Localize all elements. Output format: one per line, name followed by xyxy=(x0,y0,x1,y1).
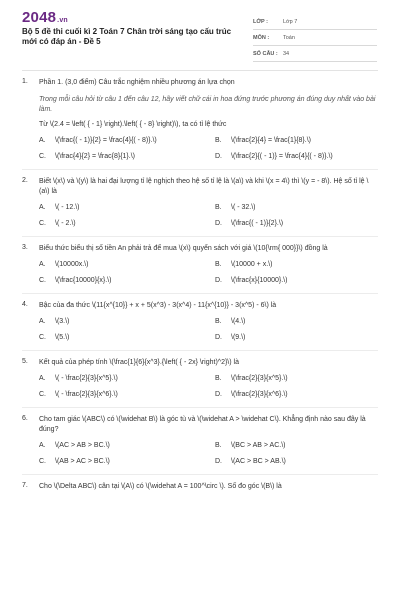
option-text: \( - \frac{2}{3}{x^6}.\) xyxy=(55,391,118,398)
meta-value: 34 xyxy=(283,50,290,57)
logo-tld: .vn xyxy=(57,17,68,24)
option-letter: A. xyxy=(39,318,46,325)
question-body xyxy=(39,301,377,342)
option-b[interactable] xyxy=(215,203,375,212)
option-letter: A. xyxy=(39,137,46,144)
option-b[interactable] xyxy=(215,136,375,145)
option-letter: C. xyxy=(39,153,46,160)
options-grid xyxy=(39,317,377,342)
option-text: \(\frac{10000}{x}.\) xyxy=(55,277,112,284)
question-list xyxy=(0,78,400,492)
option-b[interactable] xyxy=(215,260,375,269)
option-letter: A. xyxy=(39,375,46,382)
question-body xyxy=(39,415,377,466)
option-letter: C. xyxy=(39,334,46,341)
option-letter: A. xyxy=(39,442,46,449)
option-text: \(9.\) xyxy=(231,334,246,341)
option-text: \(\frac{4}{2} = \frac{8}{1}.\) xyxy=(55,153,135,160)
option-letter: D. xyxy=(215,334,222,341)
option-d[interactable] xyxy=(215,333,375,342)
option-c[interactable] xyxy=(39,219,215,228)
options-grid xyxy=(39,441,377,466)
question-body xyxy=(39,482,377,492)
question-4 xyxy=(22,301,378,342)
option-text: \(\frac{x}{10000}.\) xyxy=(231,277,288,284)
option-b[interactable] xyxy=(215,317,375,326)
meta-row-subject xyxy=(253,30,377,46)
meta-row-count xyxy=(253,46,377,62)
option-text: \(5.\) xyxy=(55,334,70,341)
option-letter: A. xyxy=(39,261,46,268)
meta-value: Lớp 7 xyxy=(283,18,298,25)
option-b[interactable] xyxy=(215,374,375,383)
options-grid xyxy=(39,203,377,228)
option-letter: B. xyxy=(215,261,222,268)
question-7 xyxy=(22,482,378,492)
meta-row-grade xyxy=(253,14,377,30)
option-text: \(\frac{2}{( - 1)} = \frac{4}{( - 8)}.\) xyxy=(231,153,333,160)
option-letter: D. xyxy=(215,277,222,284)
question-6 xyxy=(22,415,378,466)
option-a[interactable] xyxy=(39,260,215,269)
header xyxy=(0,0,400,64)
option-b[interactable] xyxy=(215,441,375,450)
question-stem: Biểu thức biểu thị số tiền An phải trả để mua \(x\) quyển sách với giá \(10{\rm{ 000}}\) đồng là xyxy=(39,245,328,252)
option-letter: B. xyxy=(215,442,222,449)
question-1 xyxy=(22,78,378,161)
question-2 xyxy=(22,177,378,228)
question-number: 6. xyxy=(22,415,28,422)
option-text: \(\frac{2}{3}{x^5}.\) xyxy=(231,375,288,382)
meta-label: MÔN : xyxy=(253,34,270,41)
question-stem: Biết \(x\) và \(y\) là hai đại lượng tỉ lệ nghịch theo hệ số tỉ lệ là \(a\) và khi \(x = 4\) thì \(y = - 8\). Hệ số tỉ lệ \(a\) là xyxy=(39,178,369,195)
question-stem: Bậc của đa thức \(11{x^{10}} + x + 5(x^3) - 3(x^4) - 11{x^{10}} - 3(x^5) - 6\) là xyxy=(39,302,277,309)
option-c[interactable] xyxy=(39,390,215,399)
option-text: \(\frac{2}{3}{x^6}.\) xyxy=(231,391,288,398)
section-heading: Phần 1. (3,0 điểm) Câu trắc nghiệm nhiều phương án lựa chọn xyxy=(39,79,235,86)
option-text: \(AB > AC > BC.\) xyxy=(55,458,110,465)
question-body xyxy=(39,244,377,285)
option-letter: D. xyxy=(215,391,222,398)
option-d[interactable] xyxy=(215,457,375,466)
option-letter: B. xyxy=(215,375,222,382)
option-text: \(10000 + x.\) xyxy=(231,261,273,268)
page-title: Bộ 5 đề thi cuối kì 2 Toán 7 Chân trời sáng tạo cấu trúc mới có đáp án - Đề 5 xyxy=(22,27,232,46)
question-number: 5. xyxy=(22,358,28,365)
option-letter: D. xyxy=(215,458,222,465)
option-text: \(\frac{( - 1)}{2} = \frac{4}{( - 8)}.\) xyxy=(55,137,157,144)
option-letter: C. xyxy=(39,391,46,398)
question-body xyxy=(39,177,377,228)
logo-main: 2048 xyxy=(22,9,57,26)
option-c[interactable] xyxy=(39,457,215,466)
option-letter: B. xyxy=(215,137,222,144)
option-text: \(BC > AB > AC.\) xyxy=(231,442,286,449)
question-number: 7. xyxy=(22,482,28,489)
question-stem: Cho \(\Delta ABC\) cân tại \(A\) có \(\widehat A = 100^\circ \). Số đo góc \(B\) là xyxy=(39,483,282,490)
option-text: \( - \frac{2}{3}{x^5}.\) xyxy=(55,375,118,382)
option-text: \(AC > AB > BC.\) xyxy=(55,442,110,449)
option-text: \(10000x.\) xyxy=(55,261,89,268)
question-number: 2. xyxy=(22,177,28,184)
options-grid xyxy=(39,374,377,399)
option-letter: C. xyxy=(39,220,46,227)
question-body xyxy=(39,358,377,399)
site-logo[interactable] xyxy=(22,9,68,26)
question-body xyxy=(39,78,377,161)
option-text: \( - 32.\) xyxy=(231,204,256,211)
option-letter: C. xyxy=(39,458,46,465)
option-letter: B. xyxy=(215,318,222,325)
question-number: 1. xyxy=(22,78,28,85)
option-letter: C. xyxy=(39,277,46,284)
option-d[interactable] xyxy=(215,276,375,285)
option-c[interactable] xyxy=(39,276,215,285)
option-d[interactable] xyxy=(215,152,375,161)
option-text: \( - 12.\) xyxy=(55,204,80,211)
question-stem: Từ \(2.4 = \left( { - 1} \right).\left( { - 8} \right)\), ta có tỉ lệ thức xyxy=(39,121,227,128)
option-a[interactable] xyxy=(39,441,215,450)
option-text: \(AC > BC > AB.\) xyxy=(231,458,286,465)
option-text: \(3.\) xyxy=(55,318,70,325)
options-grid xyxy=(39,136,377,161)
question-stem: Cho tam giác \(ABC\) có \(\widehat B\) là góc tù và \(\widehat A > \widehat C\). Khẳng định nào sau đây là đúng? xyxy=(39,416,366,433)
option-c[interactable] xyxy=(39,152,215,161)
option-letter: A. xyxy=(39,204,46,211)
option-text: \( - 2.\) xyxy=(55,220,76,227)
option-text: \(4.\) xyxy=(231,318,246,325)
option-letter: B. xyxy=(215,204,222,211)
header-divider xyxy=(22,70,378,71)
question-number: 3. xyxy=(22,244,28,251)
question-number: 4. xyxy=(22,301,28,308)
option-letter: D. xyxy=(215,153,222,160)
section-instruction: Trong mỗi câu hỏi từ câu 1 đến câu 12, hãy viết chữ cái in hoa đứng trước phương án đúng duy nhất vào bài làm. xyxy=(39,96,376,113)
option-d[interactable] xyxy=(215,219,375,228)
question-stem: Kết quả của phép tính \(\frac{1}{6}{x^3}.{\left( { - 2x} \right)^2}\) là xyxy=(39,359,239,366)
option-a[interactable] xyxy=(39,203,215,212)
meta-label: LỚP : xyxy=(253,18,268,25)
meta-value: Toán xyxy=(283,34,295,41)
option-a[interactable] xyxy=(39,136,215,145)
option-c[interactable] xyxy=(39,333,215,342)
option-text: \(\frac{( - 1)}{2}.\) xyxy=(231,220,284,227)
option-d[interactable] xyxy=(215,390,375,399)
question-3 xyxy=(22,244,378,285)
meta-panel xyxy=(253,14,377,62)
meta-label: SỐ CÂU : xyxy=(253,50,278,57)
question-5 xyxy=(22,358,378,399)
option-a[interactable] xyxy=(39,317,215,326)
option-text: \(\frac{2}{4} = \frac{1}{8}.\) xyxy=(231,137,311,144)
option-a[interactable] xyxy=(39,374,215,383)
option-letter: D. xyxy=(215,220,222,227)
options-grid xyxy=(39,260,377,285)
